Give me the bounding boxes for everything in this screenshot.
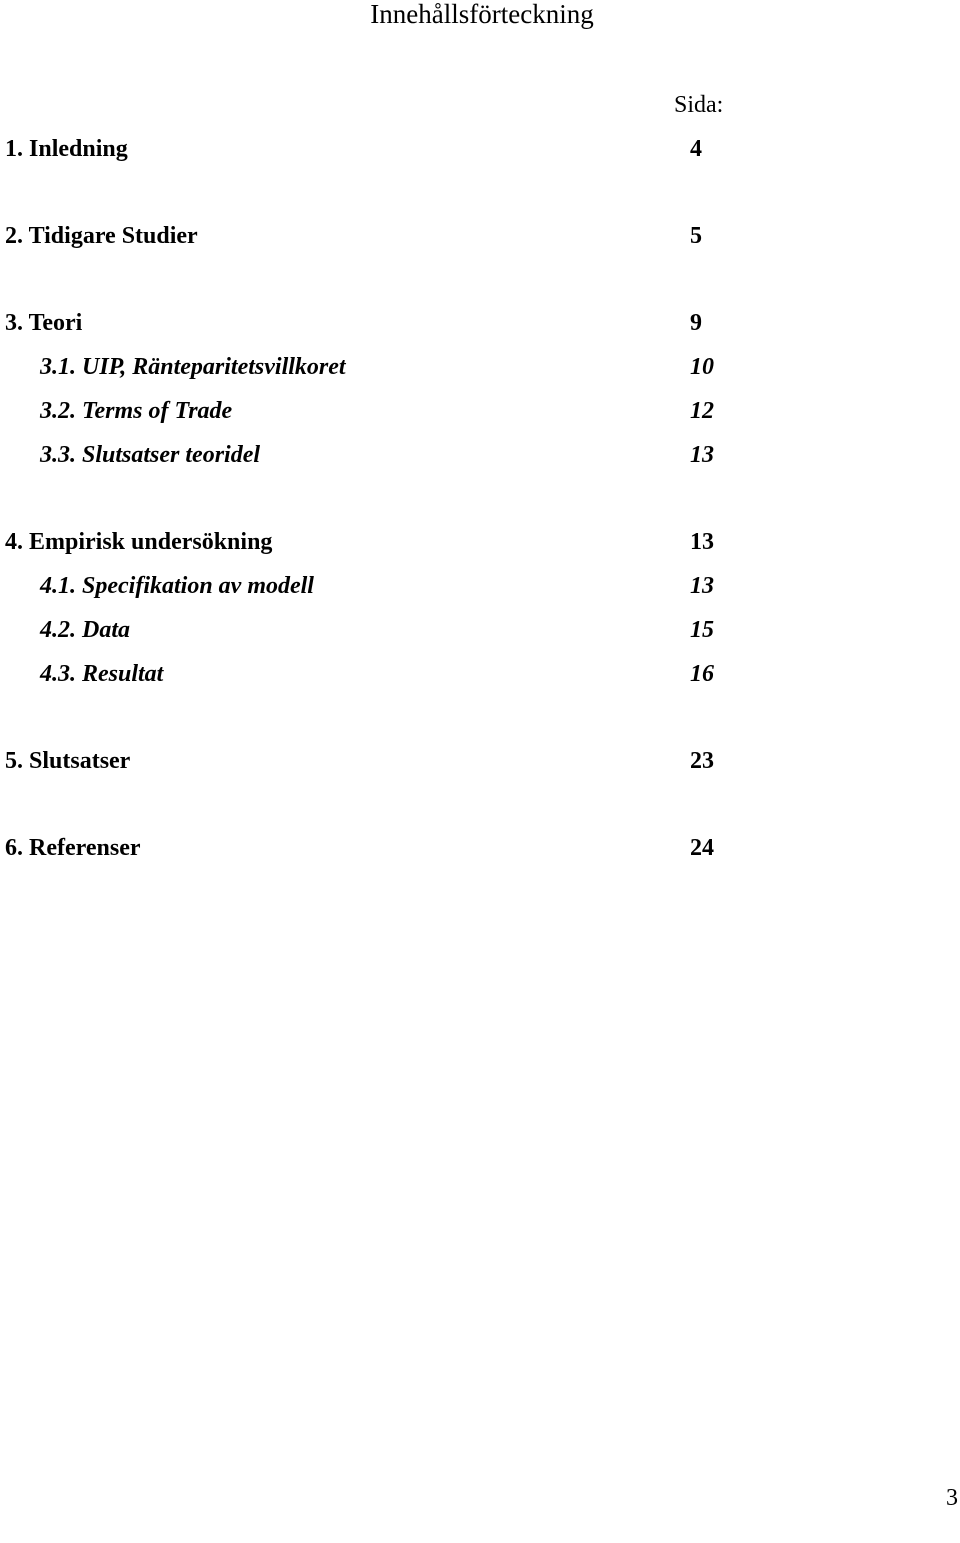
toc-entry-page: 5 bbox=[690, 223, 702, 249]
toc-entry-page: 13 bbox=[690, 573, 714, 599]
toc-entry-page: 9 bbox=[690, 310, 702, 336]
toc-entry-page: 13 bbox=[690, 529, 714, 555]
toc-entry-label: 6. Referenser bbox=[5, 835, 141, 861]
toc-entry bbox=[0, 440, 960, 470]
toc-entry bbox=[0, 527, 960, 557]
toc-entry bbox=[0, 746, 960, 776]
toc-entry bbox=[0, 308, 960, 338]
toc-entry-page: 10 bbox=[690, 354, 714, 380]
page-title: Innehållsförteckning bbox=[370, 0, 594, 29]
toc-entry-label: 3.1. UIP, Ränteparitetsvillkoret bbox=[40, 354, 346, 380]
toc-entry-label: 4.2. Data bbox=[40, 617, 130, 643]
toc-entry bbox=[0, 221, 960, 251]
toc-entry-page: 4 bbox=[690, 136, 702, 162]
toc-entry bbox=[0, 396, 960, 426]
toc-entry-label: 5. Slutsatser bbox=[5, 748, 131, 774]
toc-entry-label: 3.2. Terms of Trade bbox=[40, 398, 233, 424]
toc-entry-label: 4. Empirisk undersökning bbox=[5, 529, 273, 555]
toc-entry-page: 23 bbox=[690, 748, 714, 774]
toc-entry-label: 4.1. Specifikation av modell bbox=[40, 573, 314, 599]
toc-entry bbox=[0, 352, 960, 382]
toc-entry-label: 4.3. Resultat bbox=[40, 661, 164, 687]
toc-entry bbox=[0, 134, 960, 164]
toc-entry bbox=[0, 833, 960, 863]
toc-entry-label: 2. Tidigare Studier bbox=[5, 223, 198, 249]
toc-entry-page: 16 bbox=[690, 661, 714, 687]
toc-entry-page: 24 bbox=[690, 835, 714, 861]
toc-entry bbox=[0, 615, 960, 645]
toc-entry-label: 3. Teori bbox=[5, 310, 83, 336]
toc-entry-page: 13 bbox=[690, 442, 714, 468]
page-number: 3 bbox=[946, 1485, 958, 1511]
page-column-header: Sida: bbox=[674, 92, 724, 118]
toc-entry bbox=[0, 571, 960, 601]
toc-entry-label: 1. Inledning bbox=[5, 136, 128, 162]
toc-entry-label: 3.3. Slutsatser teoridel bbox=[40, 442, 261, 468]
toc-entry-page: 12 bbox=[690, 398, 714, 424]
toc-entry-page: 15 bbox=[690, 617, 714, 643]
toc-entry bbox=[0, 659, 960, 689]
